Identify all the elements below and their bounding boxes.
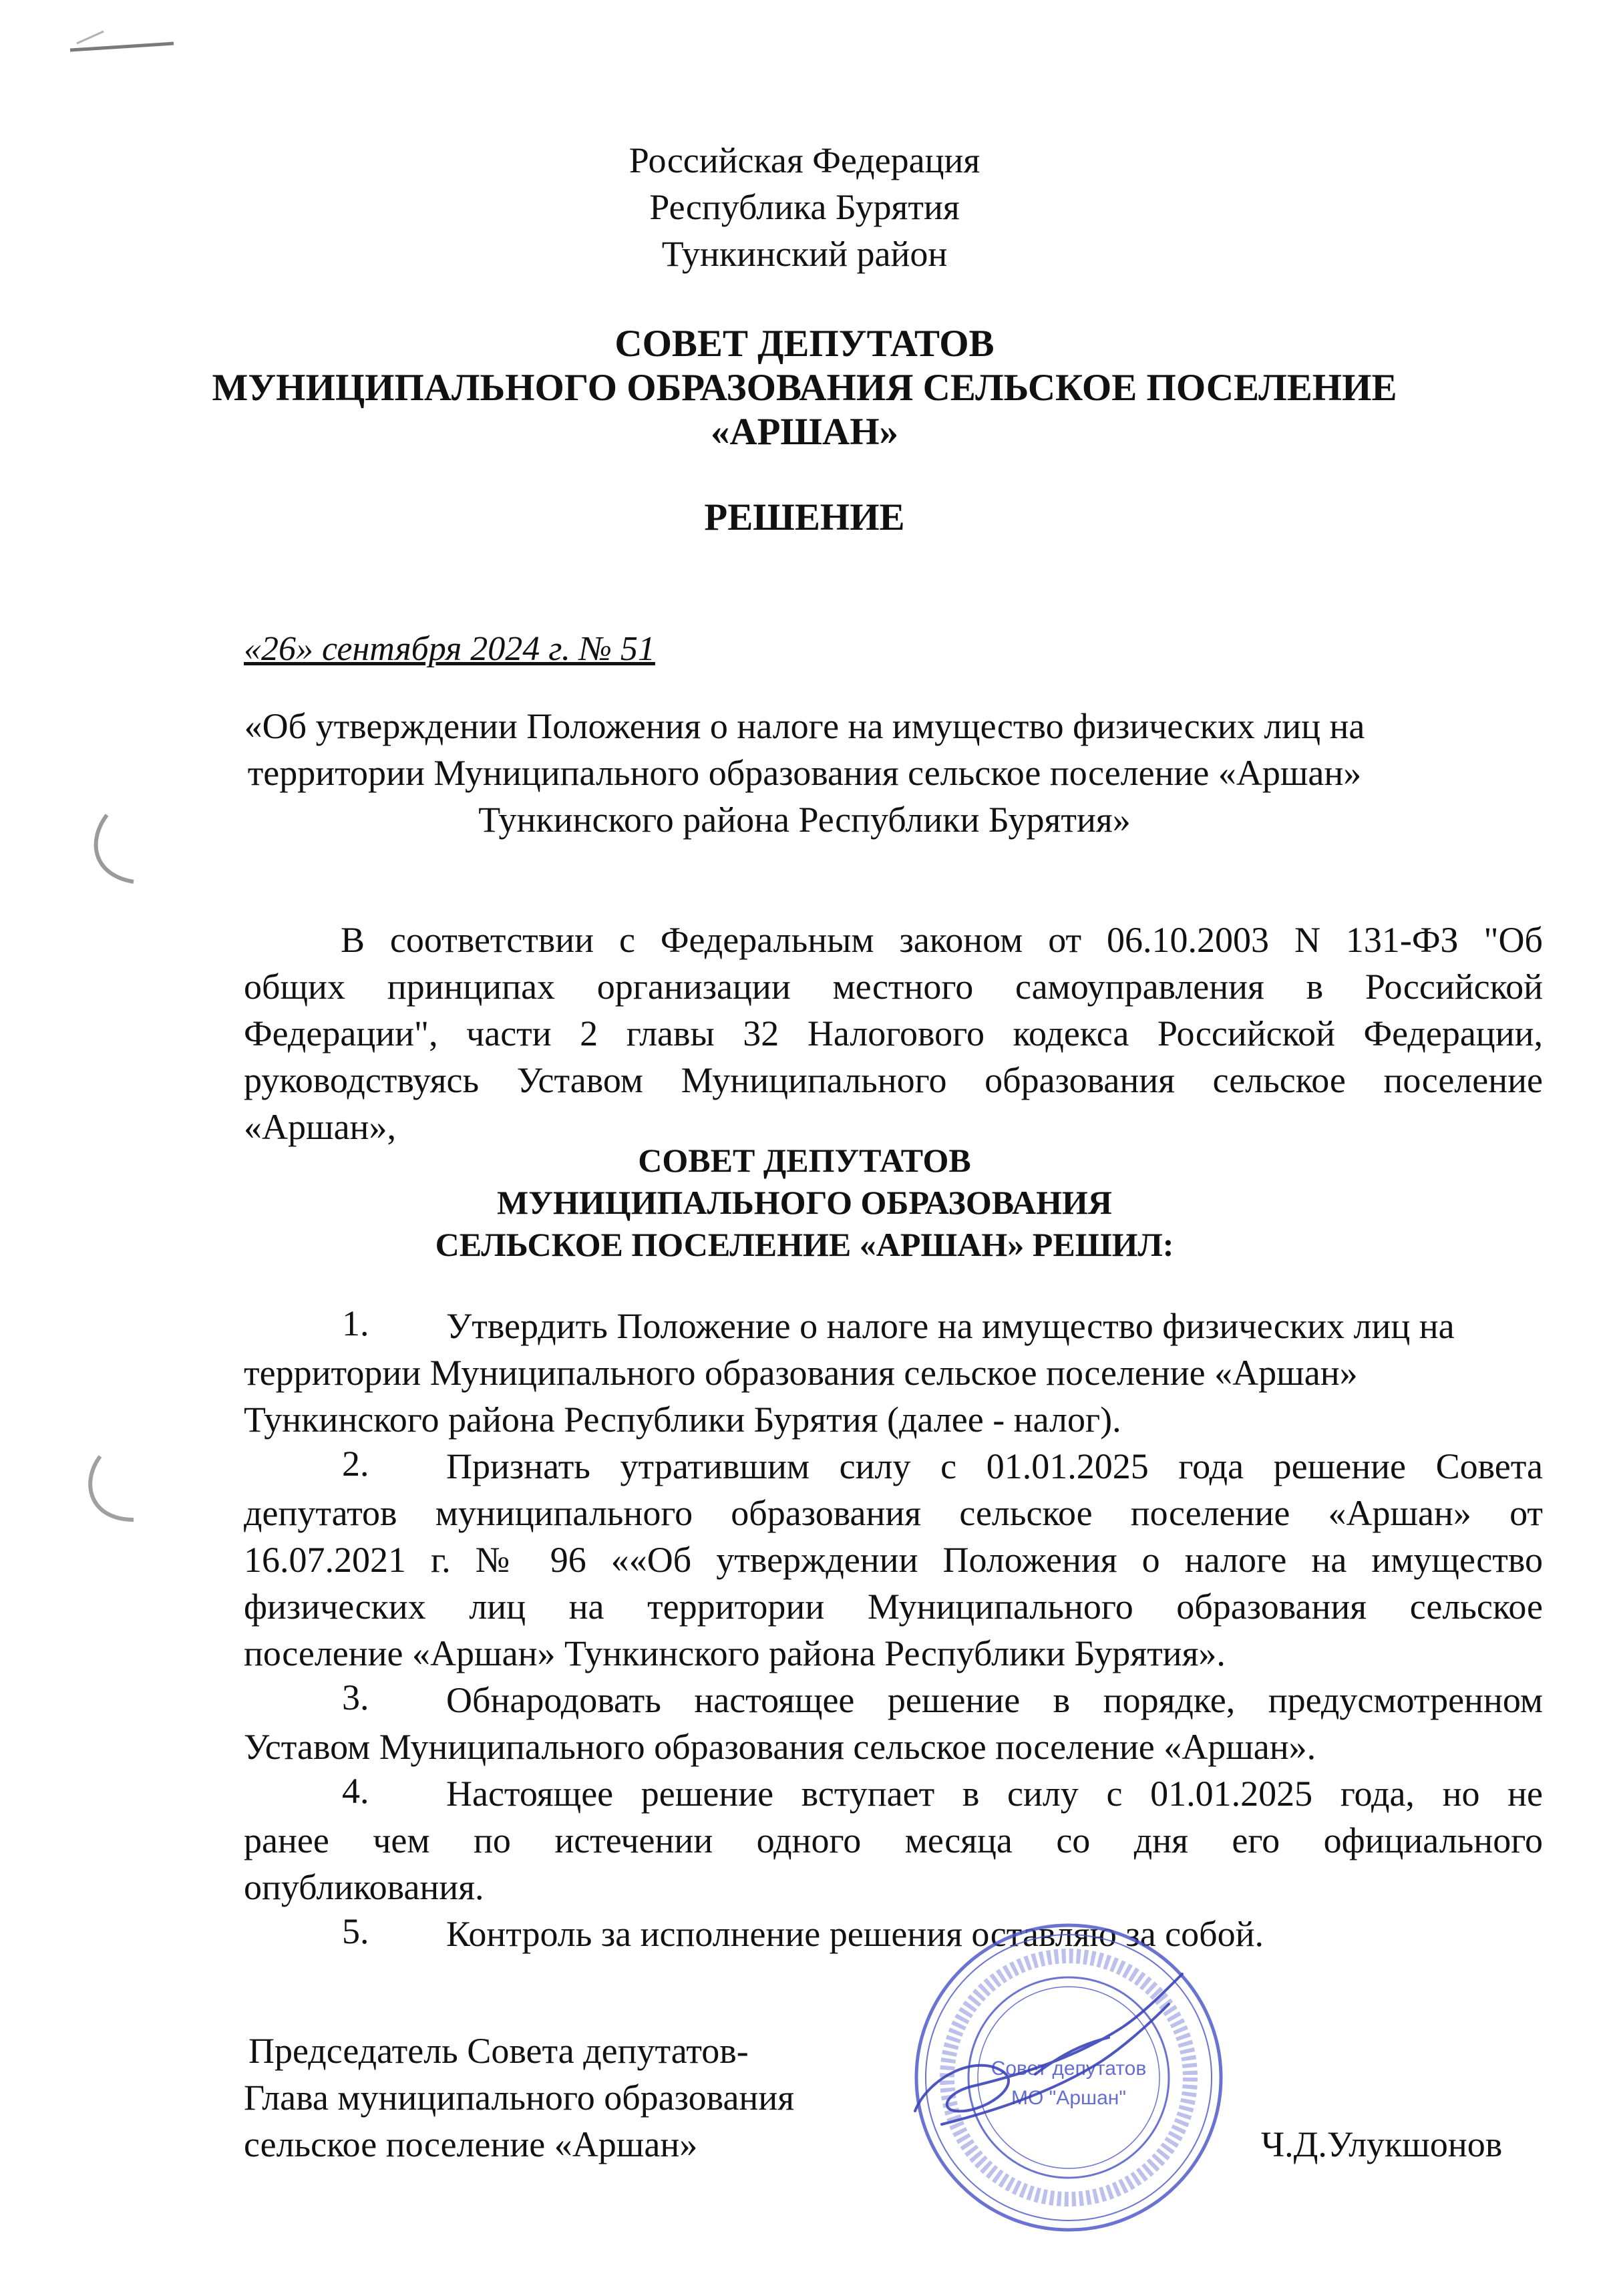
- official-stamp: [902, 1911, 1236, 2245]
- item-2-line4: физических лиц на территории Муниципального образования сельское: [244, 1587, 1543, 1627]
- header-district: Тункинский район: [661, 234, 948, 274]
- subject-line2: территории Муниципального образования сельское поселение «Аршан»: [247, 753, 1362, 793]
- header-republic: Республика Бурятия: [649, 187, 960, 227]
- scan-artifact: [73, 1443, 147, 1536]
- signatory-title-line2: Глава муниципального образования: [244, 2078, 795, 2118]
- item-number: 3.: [342, 1677, 369, 1717]
- item-2-line5: поселение «Аршан» Тункинского района Республики Бурятия».: [244, 1633, 1226, 1673]
- item-2-line3: 16.07.2021 г. № 96 ««Об утверждении Положения о налоге на имущество: [244, 1540, 1543, 1580]
- preamble-line4: руководствуясь Уставом Муниципального образования сельское поселение: [244, 1060, 1543, 1100]
- council-title-line1: СОВЕТ ДЕПУТАТОВ: [614, 323, 995, 365]
- preamble-line2: общих принципах организации местного самоуправления в Российской: [244, 967, 1543, 1007]
- resolve-line2: МУНИЦИПАЛЬНОГО ОБРАЗОВАНИЯ: [497, 1184, 1112, 1221]
- item-1-line1: Утвердить Положение о налоге на имущество физических лиц на: [446, 1306, 1455, 1346]
- resolve-line1: СОВЕТ ДЕПУТАТОВ: [638, 1142, 971, 1179]
- item-1-line2: территории Муниципального образования сельское поселение «Аршан»: [244, 1353, 1358, 1393]
- item-1-line3: Тункинского района Республики Бурятия (далее - налог).: [244, 1400, 1121, 1440]
- item-2-line2: депутатов муниципального образования сельское поселение «Аршан» от: [244, 1493, 1543, 1533]
- document-type: РЕШЕНИЕ: [704, 496, 905, 538]
- item-number: 5.: [342, 1911, 369, 1951]
- item-number: 1.: [342, 1303, 369, 1343]
- item-2-line1: Признать утратившим силу с 01.01.2025 года решение Совета: [446, 1446, 1543, 1486]
- council-title-line2: МУНИЦИПАЛЬНОГО ОБРАЗОВАНИЯ СЕЛЬСКОЕ ПОСЕЛЕНИЕ: [212, 367, 1397, 409]
- item-4-line2: ранее чем по истечении одного месяца со дня его официального: [244, 1820, 1543, 1860]
- signatory-title-line3: сельское поселение «Аршан»: [244, 2124, 698, 2164]
- resolve-line3: СЕЛЬСКОЕ ПОСЕЛЕНИЕ «АРШАН» РЕШИЛ:: [435, 1226, 1174, 1263]
- signatory-name: Ч.Д.Улукшонов: [1261, 2124, 1503, 2164]
- item-number: 4.: [342, 1771, 369, 1811]
- item-4-line1: Настоящее решение вступает в силу с 01.01.2025 года, но не: [446, 1774, 1543, 1814]
- item-3-line2: Уставом Муниципального образования сельское поселение «Аршан».: [244, 1727, 1316, 1767]
- item-number: 2.: [342, 1444, 369, 1484]
- stamp-center-line2: МО "Аршан": [1011, 2087, 1126, 2109]
- scan-artifact: [80, 802, 147, 895]
- stamp-center-line1: Совет депутатов: [991, 2058, 1147, 2080]
- scan-artifact: [63, 23, 184, 63]
- item-4-line3: опубликования.: [244, 1867, 484, 1907]
- council-title-line3: «АРШАН»: [710, 411, 899, 453]
- header-country: Российская Федерация: [629, 140, 980, 180]
- preamble-line3: Федерации", части 2 главы 32 Налогового кодекса Российской Федерации,: [244, 1013, 1543, 1053]
- preamble-line5: «Аршан»,: [244, 1107, 396, 1147]
- date-number: «26» сентября 2024 г. № 51: [244, 630, 655, 668]
- subject-line3: Тункинского района Республики Бурятия»: [478, 800, 1131, 840]
- subject-line1: «Об утверждении Положения о налоге на имущество физических лиц на: [244, 706, 1365, 746]
- preamble-line1: В соответствии с Федеральным законом от 06.10.2003 N 131-ФЗ "Об: [341, 920, 1543, 960]
- signatory-title-line1: Председатель Совета депутатов-: [248, 2031, 749, 2071]
- item-5-line1: Контроль за исполнение решения оставляю за собой.: [446, 1914, 1264, 1954]
- item-3-line1: Обнародовать настоящее решение в порядке, предусмотренном: [446, 1680, 1543, 1720]
